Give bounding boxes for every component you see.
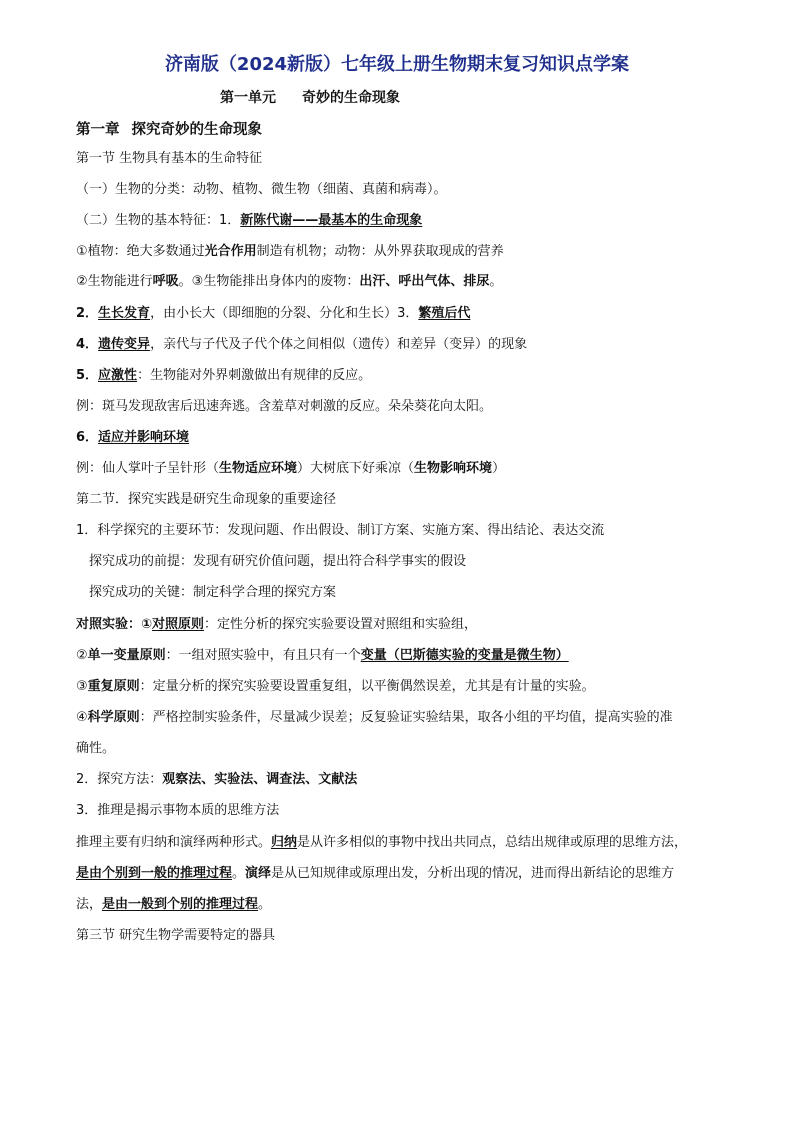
text-span: 例：仙人掌叶子呈针形（: [76, 461, 220, 476]
text-span: （二）生物的基本特征：1．: [76, 213, 241, 228]
text-span: 。: [258, 897, 272, 912]
key-term: 重复原则: [87, 679, 140, 694]
key-term: 应激性: [98, 368, 138, 383]
key-term: 光合作用: [204, 244, 257, 259]
text-span: 。: [232, 866, 246, 881]
item-number: 4．: [76, 337, 99, 352]
key-term: 遗传变异: [98, 337, 151, 352]
text-line: [76, 429, 726, 447]
text-line: 1．科学探究的主要环节：发现问题、作出假设、制订方案、实施方案、得出结论、表达交流: [76, 523, 605, 538]
text-line: [76, 678, 726, 696]
text-span: ：严格控制实验条件，尽量减少误差；反复验证实验结果，取各小组的平均值，提高实验的准: [139, 710, 673, 725]
text-line: [76, 460, 726, 478]
text-span: 法，: [76, 897, 103, 912]
text-line: [76, 336, 726, 354]
text-span: 是从许多相似的事物中找出共同点，总结出规律或原理的思维方法，: [297, 835, 688, 850]
key-term: 生物影响环境: [414, 461, 493, 476]
text-span: 。③生物能排出身体内的废物：: [178, 274, 360, 289]
text-span: ①植物：绝大多数通过: [76, 244, 205, 259]
chapter-heading: [76, 118, 262, 139]
text-span: ，由小长大（即细胞的分裂、分化和生长）3．: [150, 306, 419, 321]
text-span: 。: [489, 274, 503, 289]
text-span: 是从已知规律或原理出发，分析出现的情况，进而得出新结论的思维方: [271, 866, 675, 881]
text-line: 3．推理是揭示事物本质的思维方法: [76, 803, 280, 818]
key-term: 演绎: [245, 866, 272, 881]
key-term: 生长发育: [98, 306, 151, 321]
key-term: 适应并影响环境: [98, 430, 190, 445]
key-term: 生物适应环境: [219, 461, 298, 476]
key-term: 繁殖后代: [418, 306, 471, 321]
key-term: 新陈代谢——最基本的生命现象: [240, 213, 423, 228]
text-line: [76, 273, 726, 291]
text-line: [76, 367, 726, 385]
item-number: 5．: [76, 368, 99, 383]
text-span: ，亲代与子代及子代个体之间相似（遗传）和差异（变异）的现象: [150, 337, 528, 352]
key-term: 归纳: [271, 835, 298, 850]
key-term: 是由个别到一般的推理过程: [76, 866, 233, 881]
text-line: [76, 616, 726, 634]
text-line: [76, 305, 726, 323]
text-span: ）大树底下好乘凉（: [297, 461, 415, 476]
text-span: ④: [76, 710, 88, 725]
text-line: [76, 865, 726, 883]
section-heading-3: 第三节 研究生物学需要特定的器具: [76, 928, 276, 943]
text-line: [76, 709, 726, 727]
unit-heading: [220, 87, 400, 107]
unit-label: 第一单元: [220, 90, 276, 106]
text-line: [76, 647, 726, 665]
document-title: 济南版（2024新版）七年级上册生物期末复习知识点学案: [164, 54, 630, 75]
key-term: 单一变量原则: [87, 648, 166, 663]
text-span: 制造有机物；动物：从外界获取现成的营养: [256, 244, 504, 259]
text-line: 例：斑马发现敌害后迅速奔逃。含羞草对刺激的反应。朵朵葵花向太阳。: [76, 399, 493, 414]
section-heading-1: 第一节 生物具有基本的生命特征: [76, 151, 263, 166]
text-line: （一）生物的分类：动物、植物、微生物（细菌、真菌和病毒）。: [76, 182, 447, 197]
text-line: [76, 212, 726, 230]
text-line: [76, 834, 726, 852]
key-term: 出汗、呼出气体、排尿: [359, 274, 490, 289]
item-number: 2．: [76, 306, 99, 321]
key-term: 观察法、实验法、调查法、文献法: [162, 772, 358, 787]
text-line: 探究成功的前提：发现有研究价值问题，提出符合科学事实的假设: [89, 554, 467, 569]
text-line: 确性。: [76, 741, 116, 756]
text-line: [76, 896, 726, 914]
text-line: 探究成功的关键：制定科学合理的探究方案: [89, 585, 337, 600]
text-span: ）: [492, 461, 506, 476]
key-term: 呼吸: [152, 274, 179, 289]
text-span: ③: [76, 679, 88, 694]
text-span: ②: [76, 648, 88, 663]
section-heading-2: 第二节．探究实践是研究生命现象的重要途径: [76, 492, 337, 507]
unit-name: 奇妙的生命现象: [302, 90, 400, 106]
text-span: 推理主要有归纳和演绎两种形式。: [76, 835, 272, 850]
key-term: 对照实验：①: [76, 617, 153, 632]
chapter-name: 探究奇妙的生命现象: [131, 122, 262, 138]
key-term: 科学原则: [87, 710, 140, 725]
key-term: 对照原则: [152, 617, 205, 632]
text-line: [76, 771, 726, 789]
key-term: 变量（巴斯德实验的变量是微生物）: [360, 648, 569, 663]
key-term: 是由一般到个别的推理过程: [102, 897, 259, 912]
text-span: ②生物能进行: [76, 274, 153, 289]
text-line: [76, 243, 726, 261]
text-span: 2．探究方法：: [76, 772, 163, 787]
text-span: ：生物能对外界刺激做出有规律的反应。: [137, 368, 372, 383]
text-span: ：一组对照实验中，有且只有一个: [165, 648, 361, 663]
text-span: ：定量分析的探究实验要设置重复组，以平衡偶然误差，尤其是有计量的实验。: [139, 679, 595, 694]
item-number: 6．: [76, 430, 99, 445]
text-span: ：定性分析的探究实验要设置对照组和实验组，: [204, 617, 478, 632]
chapter-label: 第一章: [76, 122, 120, 138]
